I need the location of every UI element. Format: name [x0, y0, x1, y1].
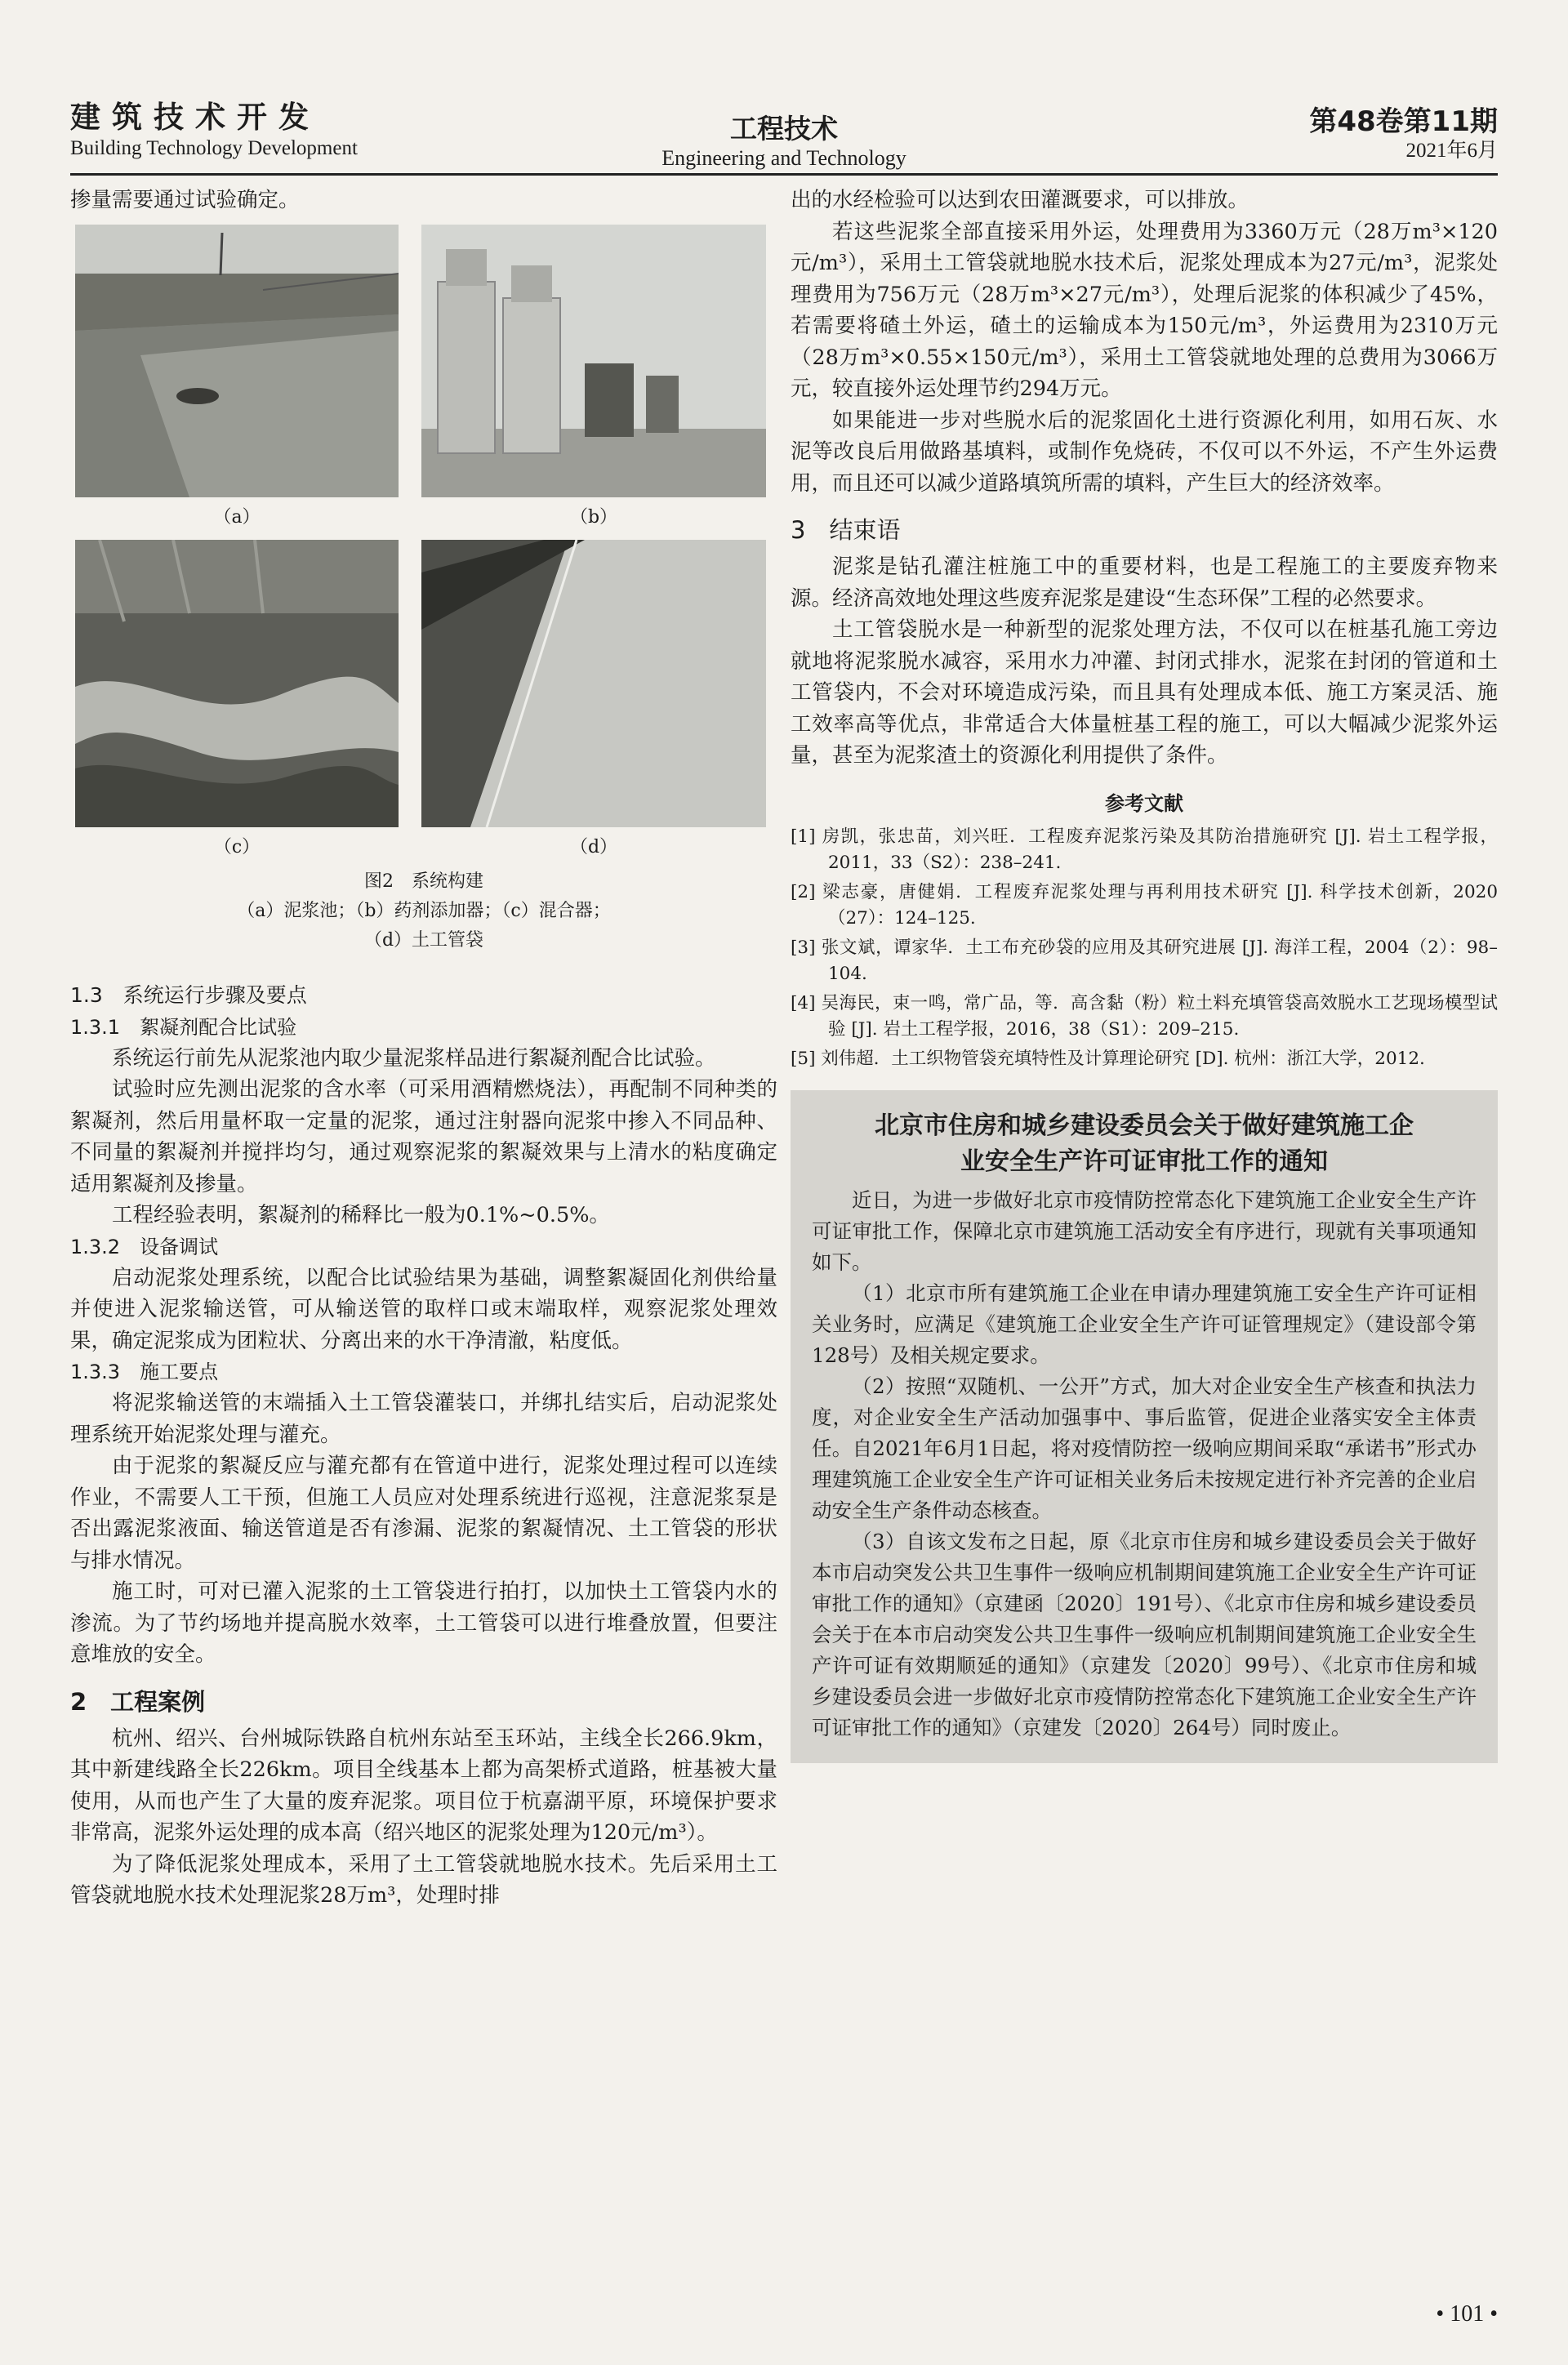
heading-2: 2 工程案例	[70, 1687, 206, 1716]
header-rule	[70, 173, 1498, 176]
references-title: 参考文献	[1105, 791, 1183, 815]
subfigure-label-d: （d）	[569, 836, 618, 857]
notice-title-line: 业安全生产许可证审批工作的通知	[960, 1147, 1328, 1176]
reference-item: [5] 刘伟超．土工织物管袋充填特性及计算理论研究 [D]. 杭州：浙江大学，2012.	[791, 1048, 1425, 1069]
journal-masthead	[70, 100, 358, 162]
volume-issue: 第48卷第11期	[1309, 105, 1498, 138]
notice-paragraph: （2）按照“双随机、一公开”方式，加大对企业安全生产核查和执法力度，对企业安全生产活动加强事中、事后监管，促进企业落实安全主体责任。自2021年6月1日起，将对疫情防控一级响应期间采取“承诺书”形式办理建筑施工企业安全生产许可证相关业务后未按规定进行补齐完善的企业启动安全生产条件动态核查。	[812, 1374, 1477, 1522]
paragraph: 若这些泥浆全部直接采用外运，处理费用为3360万元（28万m³×120元/m³），采用土工管袋就地脱水技术后，泥浆处理成本为27元/m³，泥浆处理费用为756万元（28万m³×27元/m³），处理后泥浆的体积减少了45%，若需要将碴土外运，碴土的运输成本为150元/m³，外运费用为2310万元（28万m³×0.55×150元/m³），采用土工管袋就地处理的总费用为3066万元，较直接外运处理节约294万元。	[791, 219, 1498, 401]
figure-2	[70, 221, 777, 973]
heading-1-3-1: 1.3.1 絮凝剂配合比试验	[70, 1015, 297, 1039]
left-column	[70, 185, 777, 1912]
section-title-en: Engineering and Technology	[662, 146, 906, 170]
publication-date: 2021年6月	[1405, 140, 1498, 162]
notice-paragraph: （3）自该文发布之日起，原《北京市住房和城乡建设委员会关于做好本市启动突发公共卫生事件一级响应机制期间建筑施工企业安全生产许可证审批工作的通知》（京建函〔2020〕191号）、《北京市住房和城乡建设委员会关于在本市启动突发公共卫生事件一级响应机制期间建筑施工企业安全生产许可证有效期顺延的通知》（京建发〔2020〕99号）、《北京市住房和城乡建设委员会进一步做好北京市疫情防控常态化下建筑施工企业安全生产许可证审批工作的通知》（京建发〔2020〕264号）同时废止。	[812, 1529, 1477, 1739]
reference-item: [4] 吴海民，束一鸣，常广品，等．高含黏（粉）粒土料充填管袋高效脱水工艺现场模型试验 [J]. 岩土工程学报，2016，38（S1）：209–215.	[791, 992, 1498, 1040]
photo-mud-pool	[75, 225, 399, 497]
references-list	[791, 824, 1498, 1072]
paragraph: 泥浆是钻孔灌注桩施工中的重要材料，也是工程施工的主要废弃物来源。经济高效地处理这些废弃泥浆是建设“生态环保”工程的必然要求。	[791, 555, 1498, 611]
paragraph: 由于泥浆的絮凝反应与灌充都有在管道中进行，泥浆处理过程可以连续作业，不需要人工干预，但施工人员应对处理系统进行巡视，注意泥浆泵是否出露泥浆液面、输送管道是否有渗漏、泥浆的絮凝情况、土工管袋的形状与排水情况。	[70, 1454, 777, 1573]
photo-mixer	[75, 540, 399, 827]
intro-text: 掺量需要通过试验确定。	[70, 188, 300, 212]
heading-3: 3 结束语	[791, 516, 901, 544]
notice-paragraph: （1）北京市所有建筑施工企业在申请办理建筑施工安全生产许可证相关业务时，应满足《建筑施工企业安全生产许可证管理规定》（建设部令第128号）及相关规定要求。	[812, 1280, 1477, 1367]
section-title-cn: 工程技术	[730, 113, 838, 145]
journal-title-cn: 建筑技术开发	[70, 100, 320, 135]
journal-title-en: Building Technology Development	[70, 137, 358, 159]
heading-1-3-2: 1.3.2 设备调试	[70, 1235, 219, 1258]
subfigure-label-c: （c）	[213, 836, 261, 857]
paragraph: 出的水经检验可以达到农田灌溉要求，可以排放。	[791, 188, 1250, 212]
subfigure-label-b: （b）	[569, 506, 618, 528]
page-number: • 101 •	[1436, 2301, 1498, 2327]
section-heading	[588, 113, 980, 171]
paragraph: 试验时应先测出泥浆的含水率（可采用酒精燃烧法），再配制不同种类的絮凝剂，然后用量杯取一定量的泥浆，通过注射器向泥浆中掺入不同品种、不同量的絮凝剂并搅拌均匀，通过观察泥浆的絮凝效果与上清水的粘度确定适用絮凝剂及掺量。	[70, 1077, 777, 1196]
figure-legend-1: （a）泥浆池；（b）药剂添加器；（c）混合器；	[237, 900, 611, 921]
paragraph: 将泥浆输送管的末端插入土工管袋灌装口，并绑扎结实后，启动泥浆处理系统开始泥浆处理与灌充。	[70, 1391, 777, 1447]
figure-caption: 图2 系统构建	[364, 871, 483, 892]
photo-dosing-unit	[421, 225, 766, 497]
photo-geotextile-tube	[421, 540, 766, 827]
reference-item: [2] 梁志豪，唐健娟．工程废弃泥浆处理与再利用技术研究 [J]. 科学技术创新，2020（27）：124–125.	[791, 881, 1498, 929]
paragraph: 如果能进一步对些脱水后的泥浆固化土进行资源化利用，如用石灰、水泥等改良后用做路基填料，或制作免烧砖，不仅可以不外运，不产生外运费用，而且还可以减少道路填筑所需的填料，产生巨大的经济效率。	[791, 408, 1498, 496]
paragraph: 杭州、绍兴、台州城际铁路自杭州东站至玉环站，主线全长266.9km，其中新建线路全长226km。项目全线基本上都为高架桥式道路，桩基被大量使用，从而也产生了大量的废弃泥浆。项目位于杭嘉湖平原，环境保护要求非常高，泥浆外运处理的成本高（绍兴地区的泥浆处理为120元/m³）。	[70, 1726, 777, 1845]
paragraph: 工程经验表明，絮凝剂的稀释比一般为0.1%~0.5%。	[112, 1203, 610, 1227]
paragraph: 施工时，可对已灌入泥浆的土工管袋进行拍打，以加快土工管袋内水的渗流。为了节约场地并提高脱水效率，土工管袋可以进行堆叠放置，但要注意堆放的安全。	[70, 1579, 777, 1667]
paragraph: 启动泥浆处理系统，以配合比试验结果为基础，调整絮凝固化剂供给量并使进入泥浆输送管，可从输送管的取样口或末端取样，观察泥浆处理效果，确定泥浆成为团粒状、分离出来的水干净清澈，粘度低。	[70, 1265, 777, 1353]
figure-caption-block	[70, 866, 777, 955]
paragraph: 土工管袋脱水是一种新型的泥浆处理方法，不仅可以在桩基孔施工旁边就地将泥浆脱水减容，采用水力冲灌、封闭式排水，泥浆在封闭的管道和土工管袋内，不会对环境造成污染，而且具有处理成本低、施工方案灵活、施工效率高等优点，非常适合大体量桩基工程的施工，可以大幅减少泥浆外运量，甚至为泥浆渣土的资源化利用提供了条件。	[791, 617, 1498, 768]
heading-1-3-3: 1.3.3 施工要点	[70, 1361, 219, 1383]
right-column	[791, 185, 1498, 1763]
notice-title	[812, 1108, 1477, 1180]
notice-paragraph: 近日，为进一步做好北京市疫情防控常态化下建筑施工企业安全生产许可证审批工作，保障北京市建筑施工活动安全有序进行，现就有关事项通知如下。	[812, 1187, 1477, 1274]
issue-info	[1309, 105, 1498, 163]
heading-1-3: 1.3 系统运行步骤及要点	[70, 982, 307, 1007]
notice-box	[791, 1090, 1498, 1763]
reference-item: [3] 张文斌，谭家华．土工布充砂袋的应用及其研究进展 [J]. 海洋工程，2004（2）：98–104.	[791, 937, 1498, 984]
paragraph: 为了降低泥浆处理成本，采用了土工管袋就地脱水技术。先后采用土工管袋就地脱水技术处理泥浆28万m³，处理时排	[70, 1851, 777, 1908]
reference-item: [1] 房凯，张忠苗，刘兴旺．工程废弃泥浆污染及其防治措施研究 [J]. 岩土工程学报，2011，33（S2）：238–241.	[791, 826, 1498, 873]
paragraph: 系统运行前先从泥浆池内取少量泥浆样品进行絮凝剂配合比试验。	[112, 1045, 716, 1071]
figure-legend-2: （d）土工管袋	[363, 929, 484, 951]
subfigure-label-a: （a）	[213, 506, 261, 528]
notice-title-line: 北京市住房和城乡建设委员会关于做好建筑施工企	[875, 1111, 1414, 1140]
